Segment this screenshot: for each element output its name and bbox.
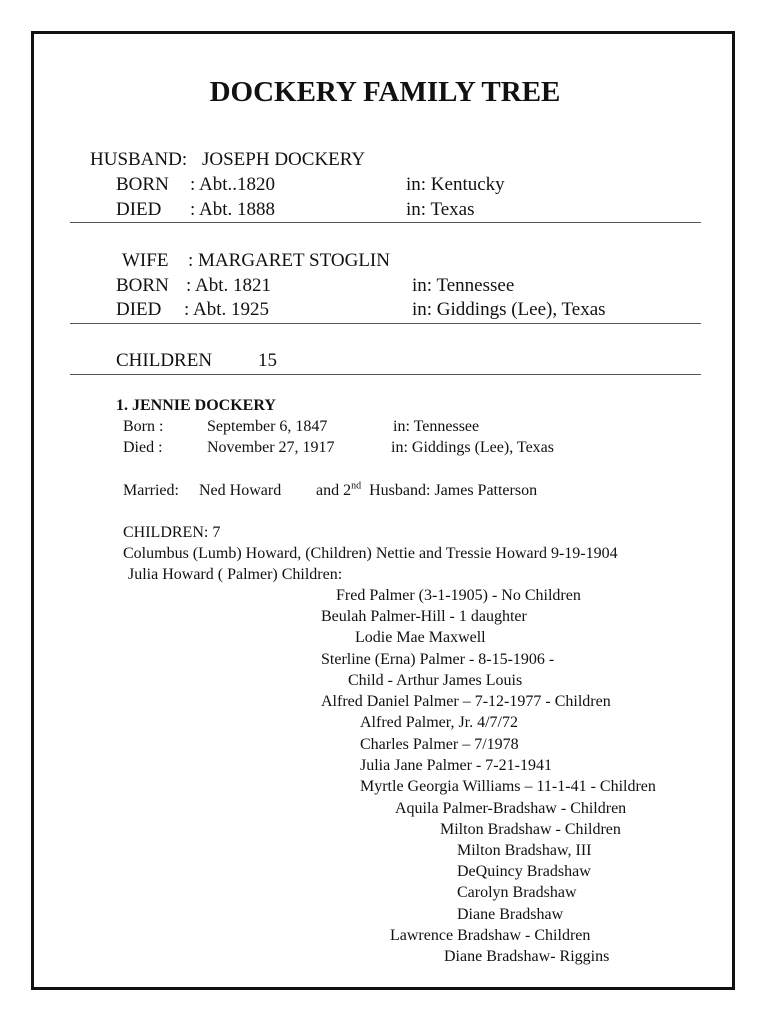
second-husband-ordinal: nd xyxy=(351,480,362,492)
child-died-place: in: Giddings (Lee), Texas xyxy=(391,439,554,456)
descendant-line: Milton Bradshaw, III xyxy=(457,842,592,859)
wife-label: WIFE xyxy=(122,250,169,271)
child-born-label: Born : xyxy=(123,418,164,435)
descendant-line: Carolyn Bradshaw xyxy=(457,884,577,901)
child-heading: 1. JENNIE DOCKERY xyxy=(116,397,276,414)
descendant-line: Diane Bradshaw xyxy=(457,906,564,923)
children-label: CHILDREN xyxy=(116,350,213,371)
descendant-line: Child - Arthur James Louis xyxy=(348,672,523,689)
married-name: Ned Howard xyxy=(199,482,282,499)
divider xyxy=(70,323,701,324)
descendant-line: DeQuincy Bradshaw xyxy=(457,863,591,880)
married-label: Married: xyxy=(123,482,179,499)
descendant-line: Milton Bradshaw - Children xyxy=(440,821,621,838)
line-columbus: Columbus (Lumb) Howard, (Children) Nettie and Tressie Howard 9-19-1904 xyxy=(123,545,618,562)
descendant-line: Sterline (Erna) Palmer - 8-15-1906 - xyxy=(321,651,555,668)
descendant-line: Beulah Palmer-Hill - 1 daughter xyxy=(321,608,527,625)
husband-died-label: DIED xyxy=(116,199,162,220)
wife-died-label: DIED xyxy=(116,299,162,320)
descendant-line: Aquila Palmer-Bradshaw - Children xyxy=(395,800,627,817)
line-julia: Julia Howard ( Palmer) Children: xyxy=(128,566,343,583)
descendant-line: Julia Jane Palmer - 7-21-1941 xyxy=(360,757,552,774)
wife-name: : MARGARET STOGLIN xyxy=(188,250,390,271)
page-title: DOCKERY FAMILY TREE xyxy=(209,76,561,108)
descendant-line: Lawrence Bradshaw - Children xyxy=(390,927,591,944)
divider xyxy=(70,222,701,223)
wife-died-place: in: Giddings (Lee), Texas xyxy=(412,299,606,320)
second-husband xyxy=(316,482,537,500)
descendant-line: Myrtle Georgia Williams – 11-1-41 - Children xyxy=(360,778,656,795)
second-husband-name: Husband: James Patterson xyxy=(369,482,538,499)
husband-born-label: BORN xyxy=(116,174,169,195)
grandchildren-count: CHILDREN: 7 xyxy=(123,524,221,541)
descendant-line: Alfred Daniel Palmer – 7-12-1977 - Children xyxy=(321,693,611,710)
child-died-label: Died : xyxy=(123,439,163,456)
child-died-date: November 27, 1917 xyxy=(207,439,335,456)
descendant-line: Lodie Mae Maxwell xyxy=(355,629,486,646)
children-count: 15 xyxy=(258,350,277,371)
child-born-place: in: Tennessee xyxy=(393,418,480,435)
second-husband-prefix: and 2 xyxy=(316,482,352,499)
husband-born-date: : Abt..1820 xyxy=(190,174,275,195)
descendant-line: Alfred Palmer, Jr. 4/7/72 xyxy=(360,714,518,731)
divider xyxy=(70,374,701,375)
descendant-line: Fred Palmer (3-1-1905) - No Children xyxy=(336,587,581,604)
wife-born-label: BORN xyxy=(116,275,169,296)
wife-died-date: : Abt. 1925 xyxy=(184,299,269,320)
wife-born-date: : Abt. 1821 xyxy=(186,275,271,296)
husband-name: JOSEPH DOCKERY xyxy=(202,149,366,170)
husband-died-place: in: Texas xyxy=(406,199,475,220)
husband-label: HUSBAND: xyxy=(90,149,188,170)
descendant-line: Charles Palmer – 7/1978 xyxy=(360,736,519,753)
child-born-date: September 6, 1847 xyxy=(207,418,328,435)
husband-died-date: : Abt. 1888 xyxy=(190,199,275,220)
husband-born-place: in: Kentucky xyxy=(406,174,505,195)
descendant-line: Diane Bradshaw- Riggins xyxy=(444,948,610,965)
wife-born-place: in: Tennessee xyxy=(412,275,515,296)
